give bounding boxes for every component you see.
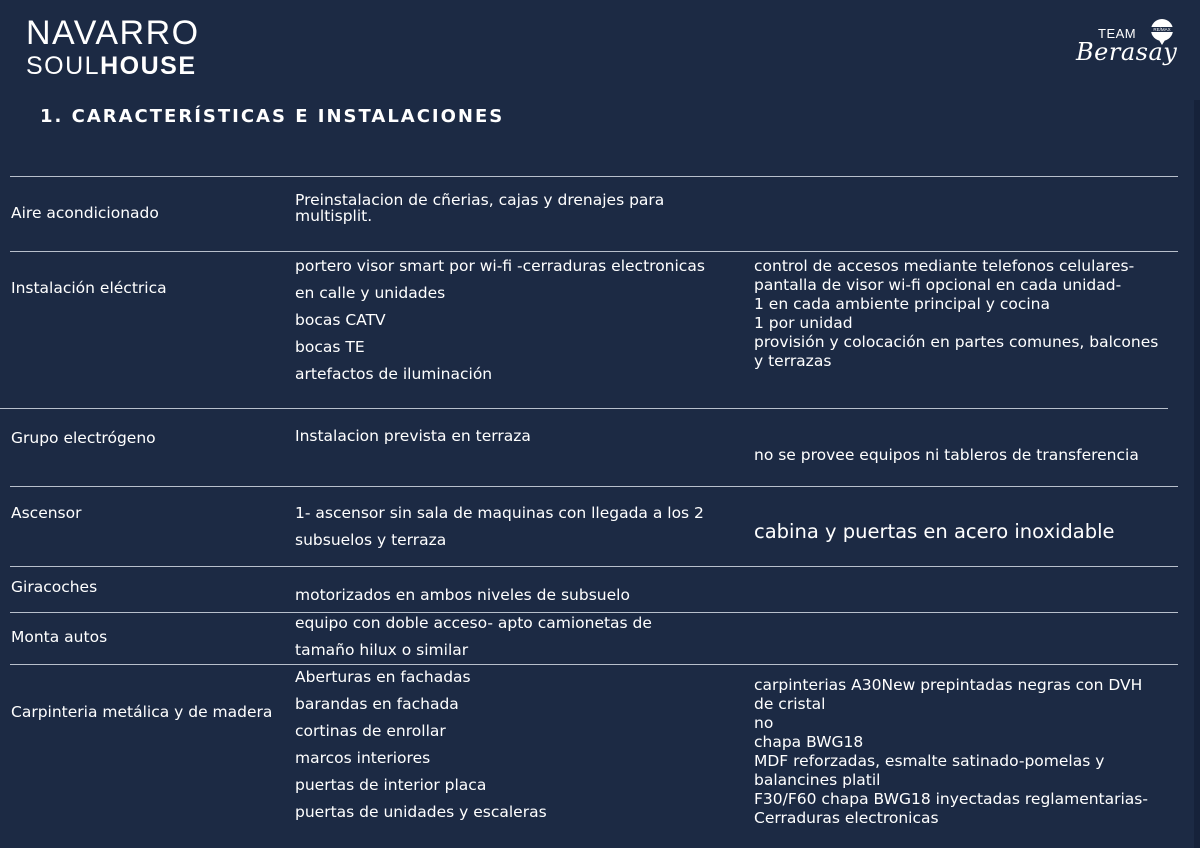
row-label-ascensor: Ascensor xyxy=(11,504,82,522)
team-name: Berasay xyxy=(1076,38,1178,66)
row-item-grupo: Instalacion prevista en terraza xyxy=(295,427,531,445)
note-item: MDF reforzadas, esmalte satinado-pomelas y xyxy=(754,752,1105,770)
note-item: F30/F60 chapa BWG18 inyectadas reglamentarias- xyxy=(754,790,1148,808)
row-label-grupo: Grupo electrógeno xyxy=(11,429,156,447)
row-label-electrica: Instalación eléctrica xyxy=(11,279,167,297)
list-item: tamaño hilux o similar xyxy=(295,641,469,659)
list-item: marcos interiores xyxy=(295,749,431,767)
note-item: 1 en cada ambiente principal y cocina xyxy=(754,295,1050,313)
section-title: 1. CARACTERÍSTICAS E INSTALACIONES xyxy=(40,106,505,127)
list-item: Preinstalacion de cñerias, cajas y drenajes para xyxy=(295,191,665,209)
list-item: multisplit. xyxy=(295,207,373,225)
note-item: carpinterias A30New prepintadas negras con DVH xyxy=(754,676,1143,694)
row-divider xyxy=(10,566,1178,567)
note-item: de cristal xyxy=(754,695,826,713)
row-notes-carpinteria xyxy=(754,676,1148,828)
row-divider xyxy=(10,486,1178,487)
note-item: provisión y colocación en partes comunes, balcones xyxy=(754,333,1159,351)
list-item: puertas de unidades y escaleras xyxy=(295,803,547,821)
list-item: bocas CATV xyxy=(295,311,386,329)
note-item: Cerraduras electronicas xyxy=(754,809,939,827)
row-divider xyxy=(10,251,1178,252)
team-label: TEAM xyxy=(1098,26,1137,41)
row-divider xyxy=(10,664,1178,665)
list-item: subsuelos y terraza xyxy=(295,531,447,549)
note-item: y terrazas xyxy=(754,352,832,370)
list-item: equipo con doble acceso- apto camionetas de xyxy=(295,614,652,632)
right-edge-strip xyxy=(1194,100,1200,848)
row-note-grupo: no se provee equipos ni tableros de transferencia xyxy=(754,446,1139,464)
list-item: 1- ascensor sin sala de maquinas con llegada a los 2 xyxy=(295,504,704,522)
list-item: bocas TE xyxy=(295,338,365,356)
note-item: pantalla de visor wi-fi opcional en cada unidad- xyxy=(754,276,1122,294)
note-item: control de accesos mediante telefonos celulares- xyxy=(754,257,1135,275)
list-item: barandas en fachada xyxy=(295,695,459,713)
list-item: portero visor smart por wi-fi -cerraduras electronicas xyxy=(295,257,705,275)
list-item: en calle y unidades xyxy=(295,284,446,302)
brand-line2-light: SOUL xyxy=(26,52,101,80)
list-item: puertas de interior placa xyxy=(295,776,487,794)
row-label-aire: Aire acondicionado xyxy=(11,204,159,222)
team-logo xyxy=(1072,18,1182,78)
row-note-ascensor: cabina y puertas en acero inoxidable xyxy=(754,520,1115,543)
list-item: cortinas de enrollar xyxy=(295,722,446,740)
note-item: no xyxy=(754,714,774,732)
brand-logo xyxy=(26,14,200,80)
note-item: 1 por unidad xyxy=(754,314,853,332)
row-label-carpinteria: Carpinteria metálica y de madera xyxy=(11,703,273,721)
note-item: balancines platil xyxy=(754,771,881,789)
row-notes-electrica xyxy=(754,257,1158,371)
list-item: Aberturas en fachadas xyxy=(295,668,471,686)
list-item: artefactos de iluminación xyxy=(295,365,493,383)
row-items-carpinteria xyxy=(295,664,547,826)
badge-text: RE/MAX xyxy=(1153,27,1171,32)
row-divider xyxy=(0,408,1168,409)
note-item: chapa BWG18 xyxy=(754,733,864,751)
row-label-giracoches: Giracoches xyxy=(11,578,98,596)
row-items-aire xyxy=(295,191,664,226)
brand-line1: NAVARRO xyxy=(26,14,200,52)
row-items-electrica xyxy=(295,253,705,388)
brand-line2 xyxy=(26,52,200,80)
row-items-ascensor xyxy=(295,500,704,554)
row-item-giracoches: motorizados en ambos niveles de subsuelo xyxy=(295,586,630,604)
row-label-monta: Monta autos xyxy=(11,628,108,646)
row-divider xyxy=(10,176,1178,177)
brand-line2-bold: HOUSE xyxy=(100,52,197,80)
row-items-monta xyxy=(295,610,652,664)
